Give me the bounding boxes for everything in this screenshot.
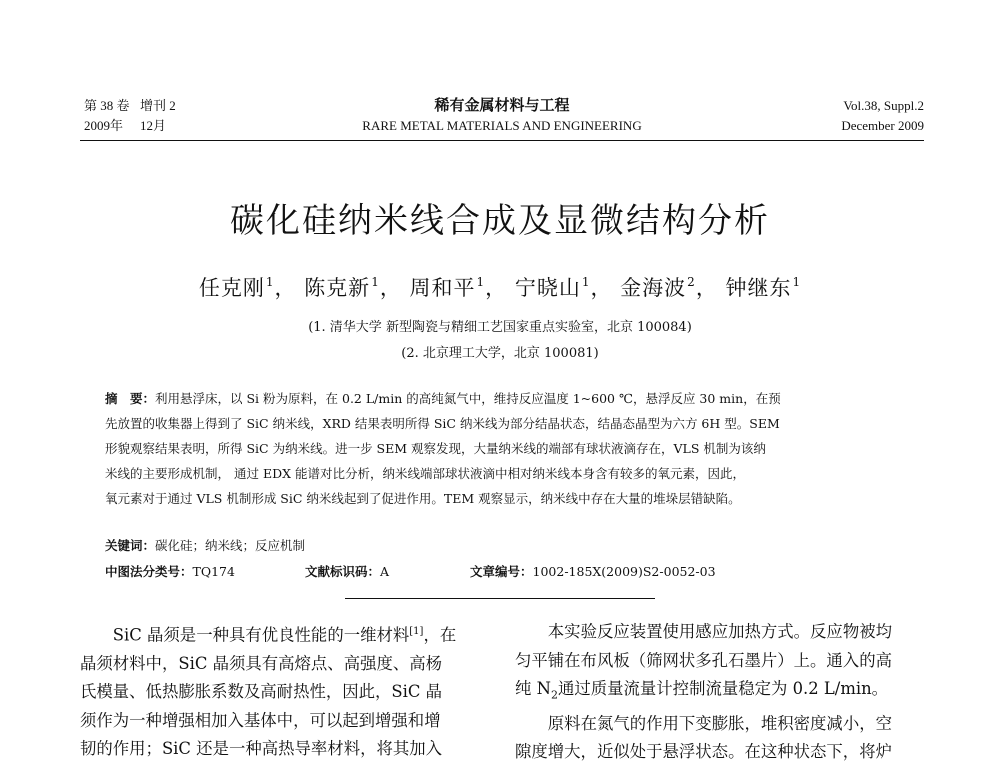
clc-value: TQ174 xyxy=(192,564,235,579)
body-line: SiC 晶须是一种具有优良性能的一维材料[1]，在 xyxy=(112,625,457,645)
author: 陈克新$^1$ xyxy=(304,275,380,300)
affiliation-2: (2. 北京理工大学，北京 100081) xyxy=(401,346,599,361)
keywords xyxy=(105,536,305,554)
article-number-label: 文章编号： xyxy=(470,564,533,579)
body-line: 原料在氮气的作用下变膨胀，堆积密度减小，空 xyxy=(547,713,892,733)
body-line: 氏模量、低热膨胀系数及高耐热性，因此，SiC 晶 xyxy=(80,682,443,702)
volume-en: Vol.38, Suppl.2 xyxy=(843,98,924,113)
date-en: December 2009 xyxy=(841,118,924,133)
section-divider xyxy=(345,598,655,599)
body-column-left xyxy=(80,618,485,764)
abstract-line: 形貌观察结果表明，所得 SiC 为纳米线。进一步 SEM 观察发现，大量纳米线的端部有球状液滴存在，VLS 机制为该纳 xyxy=(105,441,766,456)
journal-name xyxy=(80,96,924,136)
affiliation-1: (1. 清华大学 新型陶瓷与精细工艺国家重点实验室，北京 100084) xyxy=(308,320,692,335)
paper-title: 碳化硅纳米线合成及显微结构分析 xyxy=(230,201,770,241)
clc-label: 中图法分类号： xyxy=(105,564,193,579)
issue-cn: 增刊 2 xyxy=(140,98,176,113)
keywords-label: 关键词： xyxy=(105,538,156,553)
doc-code-label: 文献标识码： xyxy=(305,564,381,579)
keywords-text: 碳化硅；纳米线；反应机制 xyxy=(155,538,306,553)
body-line: 纯 $N_2$通过质量流量计控制流量稳定为 0.2 L/min。 xyxy=(515,679,889,702)
body-line: 须作为一种增强相加入基体中，可以起到增强和增 xyxy=(80,710,441,730)
journal-name-cn: 稀有金属材料与工程 xyxy=(434,98,570,114)
author: 周和平$^1$ xyxy=(409,275,486,300)
volume-cn: 第 38 卷 xyxy=(84,98,130,113)
body-line: 晶须材料中，SiC 晶须具有高熔点、高强度、高杨 xyxy=(80,653,443,673)
body-line: 隙度增大，近似处于悬浮状态。在这种状态下，将炉 xyxy=(515,742,892,762)
citation: [1] xyxy=(409,626,424,637)
journal-name-en: RARE METAL MATERIALS AND ENGINEERING xyxy=(362,118,642,133)
abstract-line: 先放置的收集器上得到了 SiC 纳米线，XRD 结果表明所得 SiC 纳米线为部分结晶状态，结晶态晶型为六方 6H 型。SEM xyxy=(105,416,780,431)
author-list: 任克刚$^1$， 陈克新$^1$， 周和平$^1$， 宁晓山$^1$， 金海波$^2$， 钟继东$^1$ xyxy=(198,275,802,300)
article-number-value: 1002-185X(2009)S2-0052-03 xyxy=(532,564,716,579)
body-line: 匀平铺在布风板（筛网状多孔石墨片）上。通入的高 xyxy=(515,650,892,670)
author: 宁晓山$^1$ xyxy=(514,275,591,300)
doc-code-value: A xyxy=(380,564,390,579)
issue-info-en xyxy=(841,96,924,136)
abstract-label: 摘 要： xyxy=(105,391,156,406)
year-cn: 2009年 xyxy=(84,118,124,133)
body-line: 韧的作用；SiC 还是一种高热导率材料，将其加入 xyxy=(80,739,443,759)
body-column-right xyxy=(515,618,920,767)
abstract xyxy=(105,386,905,511)
abstract-line: 利用悬浮床，以 Si 粉为原料，在 0.2 L/min 的高纯氮气中，维持反应温度 1~600 ℃，悬浮反应 30 min，在预 xyxy=(155,391,781,406)
author: 钟继东$^1$ xyxy=(725,275,802,300)
classification-line xyxy=(105,562,905,580)
author: 任克刚$^1$ xyxy=(198,275,275,300)
month-cn: 12月 xyxy=(140,118,167,133)
author: 金海波$^2$ xyxy=(620,275,696,300)
body-line: 本实验反应装置使用感应加热方式。反应物被均 xyxy=(547,622,892,641)
subscript: 2 xyxy=(550,688,558,702)
abstract-line: 氧元素对于通过 VLS 机制形成 SiC 纳米线起到了促进作用。TEM 观察显示，纳米线中存在大量的堆垛层错缺陷。 xyxy=(105,491,741,506)
running-header xyxy=(80,96,924,141)
abstract-line: 米线的主要形成机制， 通过 EDX 能谱对比分析，纳米线端部球状液滴中相对纳米线本身含有较多的氧元素，因此， xyxy=(105,466,745,481)
